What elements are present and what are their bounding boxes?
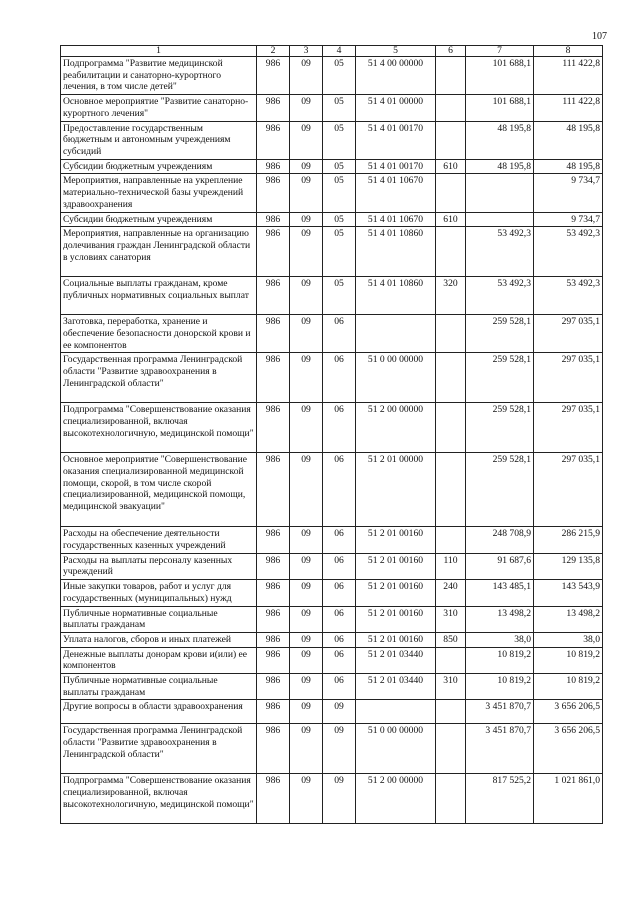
cell-csr: 51 4 01 10860: [356, 227, 436, 277]
table-row: [61, 774, 603, 824]
cell-pr: 06: [323, 647, 356, 673]
cell-csr: 51 2 01 00000: [356, 453, 436, 527]
table-row: [61, 315, 603, 353]
cell-rz: 09: [290, 277, 323, 315]
cell-vr: [436, 527, 466, 553]
cell-name: Публичные нормативные социальные выплаты гражданам: [61, 606, 257, 632]
cell-rz: 09: [290, 121, 323, 159]
cell-y1: 3 451 870,7: [466, 700, 534, 724]
cell-ved: 986: [257, 315, 290, 353]
cell-vr: [436, 121, 466, 159]
cell-y1: 143 485,1: [466, 580, 534, 606]
cell-y1: 817 525,2: [466, 774, 534, 824]
cell-y1: 48 195,8: [466, 121, 534, 159]
cell-name: Государственная программа Ленинградской области "Развитие здравоохранения в Ленинградской области": [61, 353, 257, 403]
table-row: [61, 95, 603, 121]
page-number: 107: [592, 31, 607, 42]
cell-y1: 248 708,9: [466, 527, 534, 553]
column-header: 2: [257, 46, 290, 57]
cell-y2: 3 656 206,5: [534, 724, 603, 774]
cell-pr: 06: [323, 403, 356, 453]
cell-y1: [466, 174, 534, 212]
cell-rz: 09: [290, 700, 323, 724]
cell-y1: 13 498,2: [466, 606, 534, 632]
cell-rz: 09: [290, 674, 323, 700]
cell-y1: 101 688,1: [466, 57, 534, 95]
cell-vr: 610: [436, 212, 466, 227]
cell-name: Социальные выплаты гражданам, кроме публичных нормативных социальных выплат: [61, 277, 257, 315]
cell-rz: 09: [290, 632, 323, 647]
cell-vr: [436, 700, 466, 724]
cell-pr: 06: [323, 453, 356, 527]
table-row: [61, 121, 603, 159]
cell-vr: [436, 724, 466, 774]
cell-pr: 06: [323, 553, 356, 579]
cell-csr: 51 4 01 00170: [356, 121, 436, 159]
cell-csr: 51 2 00 00000: [356, 774, 436, 824]
cell-pr: 09: [323, 724, 356, 774]
cell-name: Публичные нормативные социальные выплаты гражданам: [61, 674, 257, 700]
cell-pr: 06: [323, 353, 356, 403]
cell-y2: 48 195,8: [534, 159, 603, 174]
cell-ved: 986: [257, 121, 290, 159]
cell-ved: 986: [257, 227, 290, 277]
cell-csr: [356, 700, 436, 724]
cell-rz: 09: [290, 403, 323, 453]
cell-name: Подпрограмма "Совершенствование оказания специализированной, включая высокотехнологичную, медицинской помощи": [61, 774, 257, 824]
cell-y1: 91 687,6: [466, 553, 534, 579]
cell-vr: [436, 227, 466, 277]
cell-y1: 259 528,1: [466, 353, 534, 403]
cell-y2: 13 498,2: [534, 606, 603, 632]
cell-csr: 51 2 01 03440: [356, 647, 436, 673]
cell-rz: 09: [290, 227, 323, 277]
cell-pr: 05: [323, 159, 356, 174]
cell-vr: [436, 453, 466, 527]
cell-pr: 06: [323, 606, 356, 632]
column-header: 8: [534, 46, 603, 57]
cell-vr: 110: [436, 553, 466, 579]
cell-y2: 9 734,7: [534, 174, 603, 212]
cell-pr: 05: [323, 57, 356, 95]
cell-rz: 09: [290, 212, 323, 227]
cell-csr: 51 2 01 00160: [356, 527, 436, 553]
cell-y1: 48 195,8: [466, 159, 534, 174]
cell-name: Субсидии бюджетным учреждениям: [61, 159, 257, 174]
cell-csr: 51 4 01 00000: [356, 95, 436, 121]
cell-pr: 05: [323, 121, 356, 159]
cell-y1: 38,0: [466, 632, 534, 647]
cell-ved: 986: [257, 647, 290, 673]
cell-y2: 129 135,8: [534, 553, 603, 579]
cell-rz: 09: [290, 174, 323, 212]
cell-csr: 51 2 01 00160: [356, 580, 436, 606]
cell-csr: 51 4 01 00170: [356, 159, 436, 174]
column-header: 7: [466, 46, 534, 57]
cell-name: Заготовка, переработка, хранение и обеспечение безопасности донорской крови и ее компонентов: [61, 315, 257, 353]
table-row: [61, 57, 603, 95]
cell-ved: 986: [257, 724, 290, 774]
cell-ved: 986: [257, 674, 290, 700]
cell-pr: 06: [323, 632, 356, 647]
cell-pr: 09: [323, 700, 356, 724]
cell-ved: 986: [257, 353, 290, 403]
cell-vr: [436, 353, 466, 403]
cell-y2: 297 035,1: [534, 453, 603, 527]
cell-y2: 10 819,2: [534, 647, 603, 673]
cell-ved: 986: [257, 159, 290, 174]
cell-pr: 06: [323, 674, 356, 700]
cell-y1: 53 492,3: [466, 227, 534, 277]
cell-name: Государственная программа Ленинградской области "Развитие здравоохранения в Ленинградской области": [61, 724, 257, 774]
cell-rz: 09: [290, 774, 323, 824]
cell-rz: 09: [290, 159, 323, 174]
cell-rz: 09: [290, 553, 323, 579]
table-row: [61, 353, 603, 403]
cell-pr: 09: [323, 774, 356, 824]
cell-y2: 1 021 861,0: [534, 774, 603, 824]
cell-ved: 986: [257, 527, 290, 553]
cell-ved: 986: [257, 277, 290, 315]
cell-csr: 51 4 01 10860: [356, 277, 436, 315]
cell-csr: 51 4 01 10670: [356, 174, 436, 212]
cell-vr: 610: [436, 159, 466, 174]
cell-rz: 09: [290, 315, 323, 353]
cell-vr: [436, 774, 466, 824]
cell-pr: 06: [323, 527, 356, 553]
cell-rz: 09: [290, 95, 323, 121]
cell-y2: 297 035,1: [534, 315, 603, 353]
column-header: 4: [323, 46, 356, 57]
cell-y2: 9 734,7: [534, 212, 603, 227]
cell-csr: 51 0 00 00000: [356, 353, 436, 403]
column-header: 5: [356, 46, 436, 57]
table-row: [61, 277, 603, 315]
cell-name: Другие вопросы в области здравоохранения: [61, 700, 257, 724]
table-row: [61, 553, 603, 579]
cell-name: Подпрограмма "Развитие медицинской реабилитации и санаторно-курортного лечения, в том числе детей": [61, 57, 257, 95]
cell-vr: 320: [436, 277, 466, 315]
cell-vr: [436, 403, 466, 453]
cell-y1: 259 528,1: [466, 315, 534, 353]
cell-y2: 286 215,9: [534, 527, 603, 553]
cell-name: Основное мероприятие "Развитие санаторно-курортного лечения": [61, 95, 257, 121]
table-row: [61, 403, 603, 453]
cell-csr: 51 2 01 00160: [356, 632, 436, 647]
cell-name: Предоставление государственным бюджетным и автономным учреждениям субсидий: [61, 121, 257, 159]
table-row: [61, 174, 603, 212]
cell-ved: 986: [257, 700, 290, 724]
cell-csr: [356, 315, 436, 353]
cell-y2: 48 195,8: [534, 121, 603, 159]
cell-ved: 986: [257, 553, 290, 579]
cell-y2: 3 656 206,5: [534, 700, 603, 724]
column-header: 1: [61, 46, 257, 57]
cell-y1: 259 528,1: [466, 453, 534, 527]
table-row: [61, 606, 603, 632]
cell-csr: 51 2 01 03440: [356, 674, 436, 700]
cell-pr: 05: [323, 227, 356, 277]
cell-rz: 09: [290, 57, 323, 95]
cell-name: Мероприятия, направленные на укрепление материально-технической базы учреждений здравоохранения: [61, 174, 257, 212]
cell-ved: 986: [257, 632, 290, 647]
cell-name: Мероприятия, направленные на организацию долечивания граждан Ленинградской области в условиях санатория: [61, 227, 257, 277]
cell-pr: 05: [323, 174, 356, 212]
cell-y2: 297 035,1: [534, 353, 603, 403]
cell-ved: 986: [257, 403, 290, 453]
budget-table: [60, 45, 603, 824]
cell-csr: 51 2 01 00160: [356, 553, 436, 579]
cell-vr: [436, 57, 466, 95]
cell-pr: 06: [323, 315, 356, 353]
cell-vr: 850: [436, 632, 466, 647]
cell-rz: 09: [290, 606, 323, 632]
cell-y2: 297 035,1: [534, 403, 603, 453]
table-row: [61, 159, 603, 174]
cell-name: Уплата налогов, сборов и иных платежей: [61, 632, 257, 647]
cell-ved: 986: [257, 57, 290, 95]
cell-rz: 09: [290, 647, 323, 673]
cell-name: Расходы на выплаты персоналу казенных учреждений: [61, 553, 257, 579]
cell-ved: 986: [257, 95, 290, 121]
cell-y1: 10 819,2: [466, 674, 534, 700]
cell-pr: 05: [323, 95, 356, 121]
cell-csr: 51 2 00 00000: [356, 403, 436, 453]
cell-y1: 10 819,2: [466, 647, 534, 673]
table-body: [61, 57, 603, 824]
cell-y2: 53 492,3: [534, 277, 603, 315]
cell-vr: 240: [436, 580, 466, 606]
cell-vr: [436, 647, 466, 673]
table-row: [61, 212, 603, 227]
cell-vr: [436, 174, 466, 212]
table-row: [61, 527, 603, 553]
cell-name: Подпрограмма "Совершенствование оказания специализированной, включая высокотехнологичную, медицинской помощи": [61, 403, 257, 453]
cell-ved: 986: [257, 606, 290, 632]
cell-csr: 51 2 01 00160: [356, 606, 436, 632]
table-row: [61, 700, 603, 724]
cell-ved: 986: [257, 774, 290, 824]
cell-y2: 143 543,9: [534, 580, 603, 606]
cell-rz: 09: [290, 580, 323, 606]
cell-y1: 3 451 870,7: [466, 724, 534, 774]
cell-csr: 51 4 01 10670: [356, 212, 436, 227]
cell-y2: 111 422,8: [534, 95, 603, 121]
cell-ved: 986: [257, 453, 290, 527]
cell-y2: 53 492,3: [534, 227, 603, 277]
column-header: 3: [290, 46, 323, 57]
cell-name: Денежные выплаты донорам крови и(или) ее компонентов: [61, 647, 257, 673]
cell-name: Субсидии бюджетным учреждениям: [61, 212, 257, 227]
cell-ved: 986: [257, 580, 290, 606]
cell-pr: 05: [323, 277, 356, 315]
table-row: [61, 632, 603, 647]
cell-pr: 05: [323, 212, 356, 227]
table-row: [61, 227, 603, 277]
cell-csr: 51 0 00 00000: [356, 724, 436, 774]
cell-ved: 986: [257, 212, 290, 227]
cell-rz: 09: [290, 453, 323, 527]
table-row: [61, 647, 603, 673]
cell-y1: 101 688,1: [466, 95, 534, 121]
table-row: [61, 674, 603, 700]
cell-y1: 259 528,1: [466, 403, 534, 453]
cell-pr: 06: [323, 580, 356, 606]
cell-vr: 310: [436, 606, 466, 632]
cell-y2: 38,0: [534, 632, 603, 647]
cell-name: Расходы на обеспечение деятельности государственных казенных учреждений: [61, 527, 257, 553]
cell-vr: [436, 315, 466, 353]
cell-name: Иные закупки товаров, работ и услуг для государственных (муниципальных) нужд: [61, 580, 257, 606]
cell-rz: 09: [290, 527, 323, 553]
table-header-row: [61, 46, 603, 57]
table-row: [61, 580, 603, 606]
cell-vr: 310: [436, 674, 466, 700]
cell-y1: [466, 212, 534, 227]
cell-y1: 53 492,3: [466, 277, 534, 315]
table-row: [61, 724, 603, 774]
table-row: [61, 453, 603, 527]
cell-vr: [436, 95, 466, 121]
cell-csr: 51 4 00 00000: [356, 57, 436, 95]
cell-y2: 10 819,2: [534, 674, 603, 700]
cell-name: Основное мероприятие "Совершенствование оказания специализированной медицинской помощи, скорой, в том числе скорой специализированной, медицинской помощи, медицинской эвакуации": [61, 453, 257, 527]
cell-rz: 09: [290, 353, 323, 403]
cell-rz: 09: [290, 724, 323, 774]
cell-ved: 986: [257, 174, 290, 212]
column-header: 6: [436, 46, 466, 57]
cell-y2: 111 422,8: [534, 57, 603, 95]
